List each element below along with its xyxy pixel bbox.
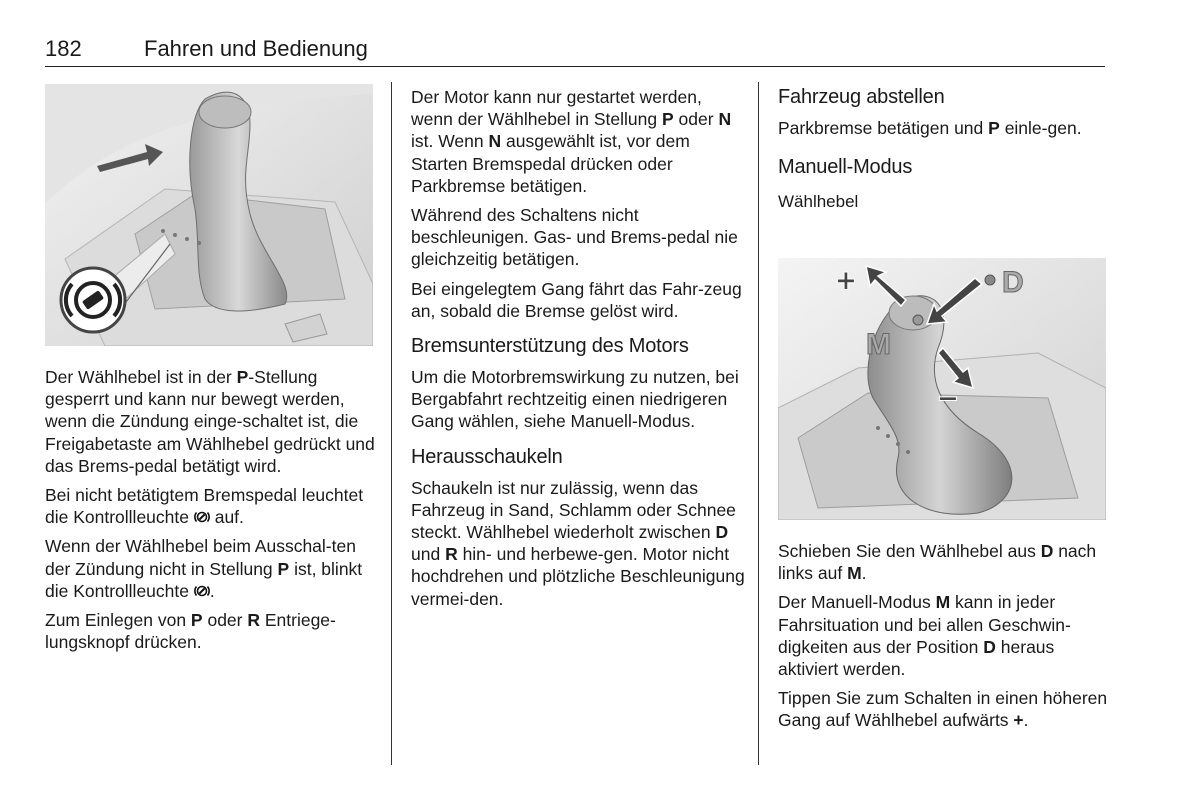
gear-selector-illustration — [45, 84, 373, 346]
paragraph: Schaukeln ist nur zulässig, wenn das Fahrzeug in Sand, Schlamm oder Schnee steckt. Wählhebel wiederholt zwischen D und R hin- und herbewe-gen. Motor nicht hochdrehen und plötzliche Beschleunigung vermei-den. — [411, 477, 745, 609]
paragraph: Der Wählhebel ist in der P-Stellung gesperrt und kann nur bewegt werden, wenn die Zündung einge-schaltet ist, die Freigabetaste am Wählhebel gedrückt und das Brems-pedal betätigt wird. — [45, 367, 375, 476]
minus-label: − — [938, 380, 958, 418]
paragraph: Der Manuell-Modus M kann in jeder Fahrsituation und bei allen Geschwin-digkeiten aus der Position D heraus aktiviert werden. — [778, 592, 1071, 680]
section-title: Fahren und Bedienung — [144, 36, 368, 61]
heading-bremsunterstuetzung: Bremsunterstützung des Motors — [411, 335, 689, 358]
paragraph: Um die Motorbremswirkung zu nutzen, bei Bergabfahrt rechtzeitig einen niedrigeren Gang wählen, siehe Manuell-Modus. — [411, 367, 739, 432]
column-2-text — [411, 86, 746, 617]
heading-manuell-modus: Manuell-Modus — [778, 156, 913, 179]
column-1-text — [45, 366, 375, 660]
paragraph: Bei eingelegtem Gang fährt das Fahr-zeug an, sobald die Bremse gelöst wird. — [411, 278, 742, 321]
brake-pedal-warning-icon — [194, 509, 210, 525]
paragraph: Zum Einlegen von P oder R Entriege-lungsknopf drücken. — [45, 610, 336, 653]
page-number: 182 — [45, 36, 82, 61]
paragraph: Bei nicht betätigtem Bremspedal leuchtet die Kontrollleuchte auf. — [45, 485, 364, 528]
heading-waehlhebel: Wählhebel — [778, 192, 859, 212]
plus-label: + — [836, 262, 856, 300]
column-divider-1 — [391, 82, 392, 765]
paragraph: Parkbremse betätigen und P einle-gen. — [778, 118, 1082, 138]
paragraph: Während des Schaltens nicht beschleunigen. Gas- und Brems-pedal nie gleichzeitig betätigen. — [411, 205, 738, 270]
paragraph: Wenn der Wählhebel beim Ausschal-ten der Zündung nicht in Stellung P ist, blinkt die Kontrollleuchte . — [45, 536, 363, 601]
m-label: M — [866, 328, 891, 361]
brake-pedal-warning-icon — [61, 268, 125, 332]
manual-mode-illustration — [778, 258, 1106, 520]
heading-herausschaukeln: Herausschaukeln — [411, 445, 563, 468]
page-header — [45, 36, 1105, 67]
d-label: D — [1002, 266, 1024, 299]
paragraph: Der Motor kann nur gestartet werden, wenn der Wählhebel in Stellung P oder N ist. Wenn N ausgewählt ist, vor dem Starten Bremspedal drücken oder Parkbremse betätigen. — [411, 87, 732, 196]
column-3-text-top — [778, 85, 1108, 223]
heading-fahrzeug-abstellen: Fahrzeug abstellen — [778, 86, 945, 108]
paragraph: Tippen Sie zum Schalten in einen höheren Gang auf Wählhebel aufwärts +. — [778, 688, 1108, 731]
brake-pedal-warning-icon — [194, 583, 210, 599]
paragraph: Schieben Sie den Wählhebel aus D nach links auf M. — [778, 541, 1097, 584]
column-3-text-bottom — [778, 540, 1108, 739]
column-divider-2 — [758, 82, 759, 765]
